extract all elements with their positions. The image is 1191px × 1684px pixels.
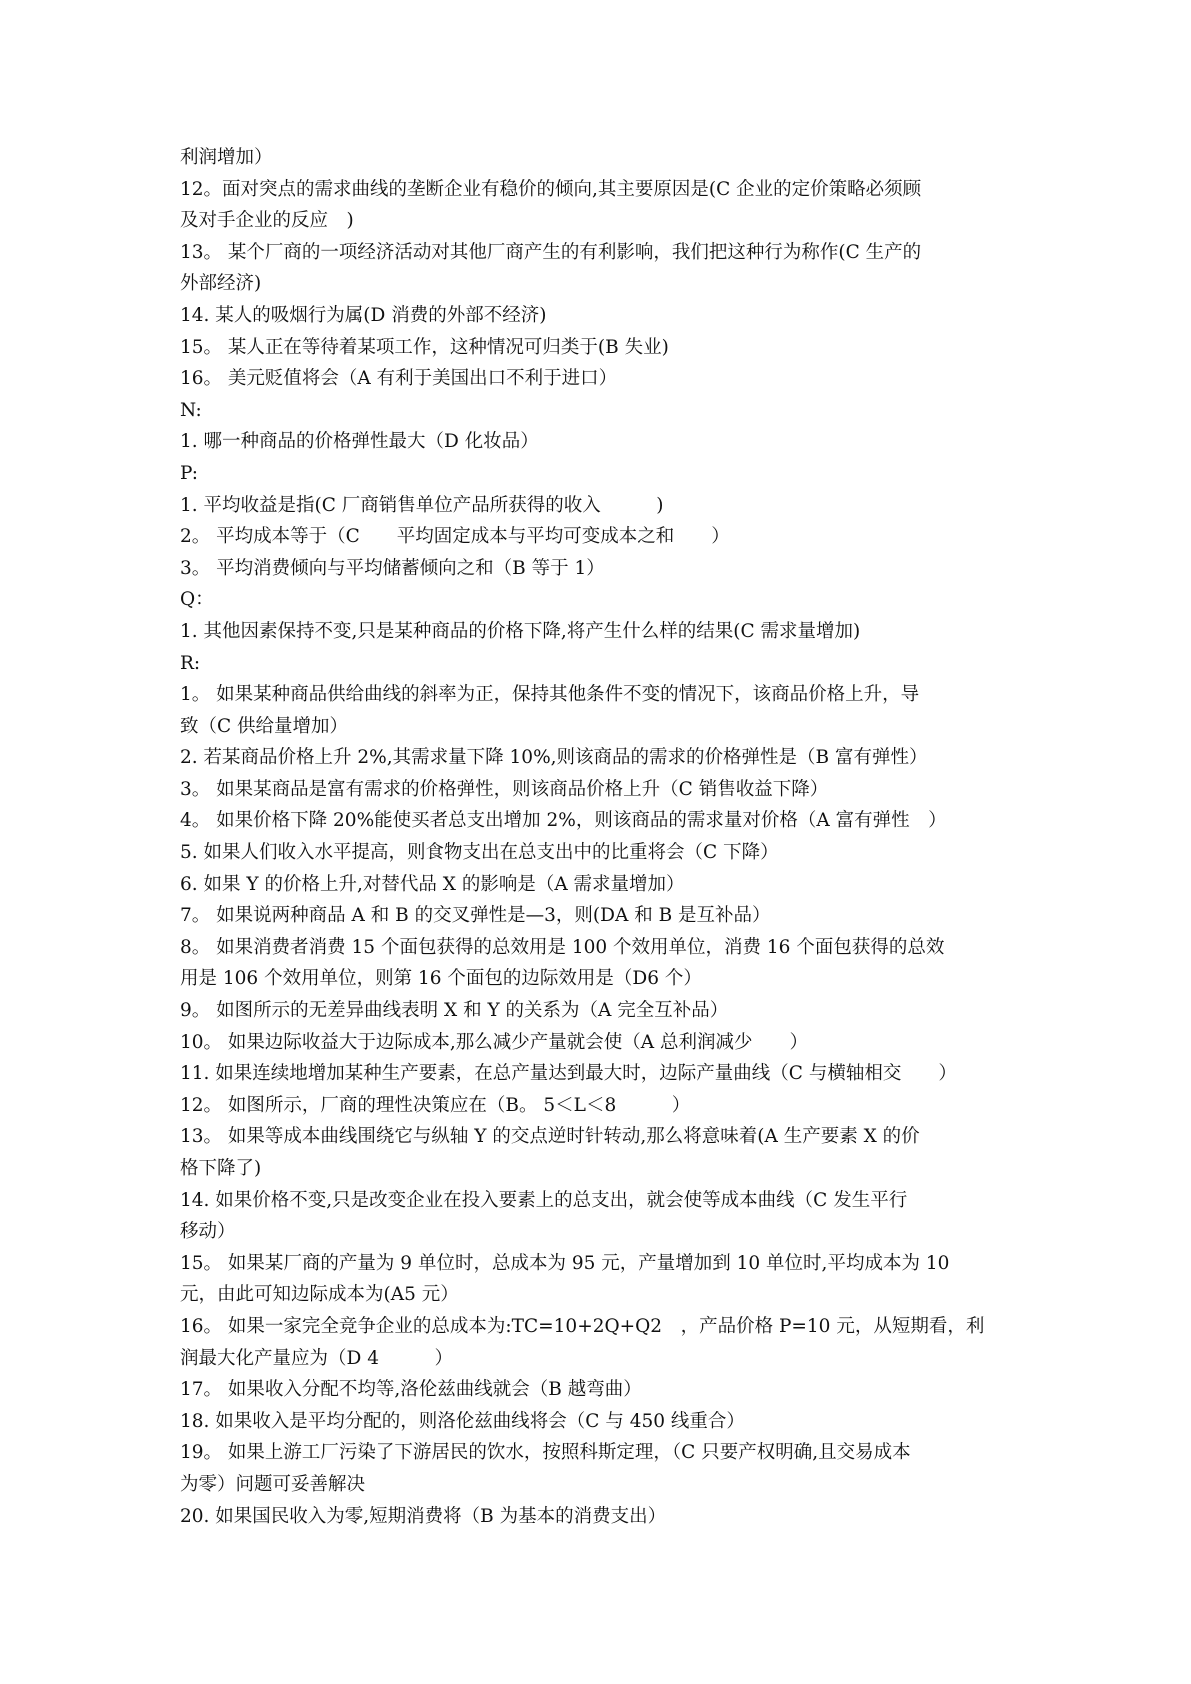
text-line: 移动） xyxy=(180,1221,236,1243)
text-line: 12。面对突点的需求曲线的垄断企业有稳价的倾向,其主要原因是(C 企业的定价策略必须顾 xyxy=(180,178,922,200)
text-line: 17。 如果收入分配不均等,洛伦兹曲线就会（B 越弯曲） xyxy=(180,1379,642,1401)
text-line: 2。 平均成本等于（C 平均固定成本与平均可变成本之和 ） xyxy=(180,526,730,548)
text-line: 11. 如果连续地增加某种生产要素，在总产量达到最大时，边际产量曲线（C 与横轴相交 ） xyxy=(180,1063,957,1085)
document-body xyxy=(180,142,1030,1532)
text-line: 为零）问题可妥善解决 xyxy=(180,1473,366,1495)
text-line: 用是 106 个效用单位，则第 16 个面包的边际效用是（D6 个） xyxy=(180,968,702,990)
text-line: 14. 某人的吸烟行为属(D 消费的外部不经济) xyxy=(180,304,547,326)
text-line: P: xyxy=(180,462,199,484)
text-line: 2. 若某商品价格上升 2%,其需求量下降 10%,则该商品的需求的价格弹性是（B 富有弹性） xyxy=(180,747,928,769)
text-line: 元，由此可知边际成本为(A5 元） xyxy=(180,1284,459,1306)
text-line: 3。 如果某商品是富有需求的价格弹性，则该商品价格上升（C 销售收益下降） xyxy=(180,778,829,800)
text-line: 7。 如果说两种商品 A 和 B 的交叉弹性是—3，则(DA 和 B 是互补品） xyxy=(180,905,771,927)
text-line: 13。 如果等成本曲线围绕它与纵轴 Y 的交点逆时针转动,那么将意味着(A 生产要素 X 的价 xyxy=(180,1126,920,1148)
text-line: 14. 如果价格不变,只是改变企业在投入要素上的总支出，就会使等成本曲线（C 发生平行 xyxy=(180,1189,908,1211)
text-line: 1. 平均收益是指(C 厂商销售单位产品所获得的收入 ) xyxy=(180,494,664,516)
text-line: 润最大化产量应为（D 4 ） xyxy=(180,1347,453,1369)
text-line: 4。 如果价格下降 20%能使买者总支出增加 2%，则该商品的需求量对价格（A 富有弹性 ） xyxy=(180,810,947,832)
text-line: 10。 如果边际收益大于边际成本,那么减少产量就会使（A 总利润减少 ） xyxy=(180,1031,809,1053)
text-line: 利润增加） xyxy=(180,147,273,168)
text-line: 致（C 供给量增加） xyxy=(180,715,349,737)
text-line: 19。 如果上游工厂污染了下游居民的饮水，按照科斯定理，（C 只要产权明确,且交易成本 xyxy=(180,1442,911,1464)
text-line: R: xyxy=(180,652,201,674)
text-line: 20. 如果国民收入为零,短期消费将（B 为基本的消费支出） xyxy=(180,1505,667,1527)
text-line: Q： xyxy=(180,589,214,611)
text-line: 15。 某人正在等待着某项工作，这种情况可归类于(B 失业) xyxy=(180,336,669,358)
text-line: 1. 哪一种商品的价格弹性最大（D 化妆品） xyxy=(180,431,539,453)
text-line: 1. 其他因素保持不变,只是某种商品的价格下降,将产生什么样的结果(C 需求量增加) xyxy=(180,620,861,642)
text-line: N: xyxy=(180,399,202,421)
text-line: 16。 如果一家完全竞争企业的总成本为:TC=10+2Q+Q2 ，产品价格 P=10 元，从短期看，利 xyxy=(180,1315,985,1337)
text-line: 13。 某个厂商的一项经济活动对其他厂商产生的有利影响，我们把这种行为称作(C 生产的 xyxy=(180,241,922,263)
text-line: 9。 如图所示的无差异曲线表明 X 和 Y 的关系为（A 完全互补品） xyxy=(180,1000,729,1022)
text-line: 及对手企业的反应 ) xyxy=(180,210,354,232)
text-line: 外部经济) xyxy=(180,273,262,295)
text-line: 6. 如果 Y 的价格上升,对替代品 X 的影响是（A 需求量增加） xyxy=(180,873,685,895)
text-line: 5. 如果人们收入水平提高，则食物支出在总支出中的比重将会（C 下降） xyxy=(180,842,779,864)
text-line: 8。 如果消费者消费 15 个面包获得的总效用是 100 个效用单位，消费 16 个面包获得的总效 xyxy=(180,936,945,958)
text-line: 15。 如果某厂商的产量为 9 单位时，总成本为 95 元，产量增加到 10 单位时,平均成本为 10 xyxy=(180,1252,950,1274)
text-line: 1。 如果某种商品供给曲线的斜率为正，保持其他条件不变的情况下，该商品价格上升，导 xyxy=(180,684,920,706)
text-line: 18. 如果收入是平均分配的，则洛伦兹曲线将会（C 与 450 线重合） xyxy=(180,1410,745,1432)
text-line: 3。 平均消费倾向与平均储蓄倾向之和（B 等于 1） xyxy=(180,557,605,579)
text-line: 12。 如图所示，厂商的理性决策应在（B。 5＜L＜8 ） xyxy=(180,1094,691,1116)
text-line: 16。 美元贬值将会（A 有利于美国出口不利于进口） xyxy=(180,368,618,390)
text-line: 格下降了) xyxy=(180,1158,262,1179)
